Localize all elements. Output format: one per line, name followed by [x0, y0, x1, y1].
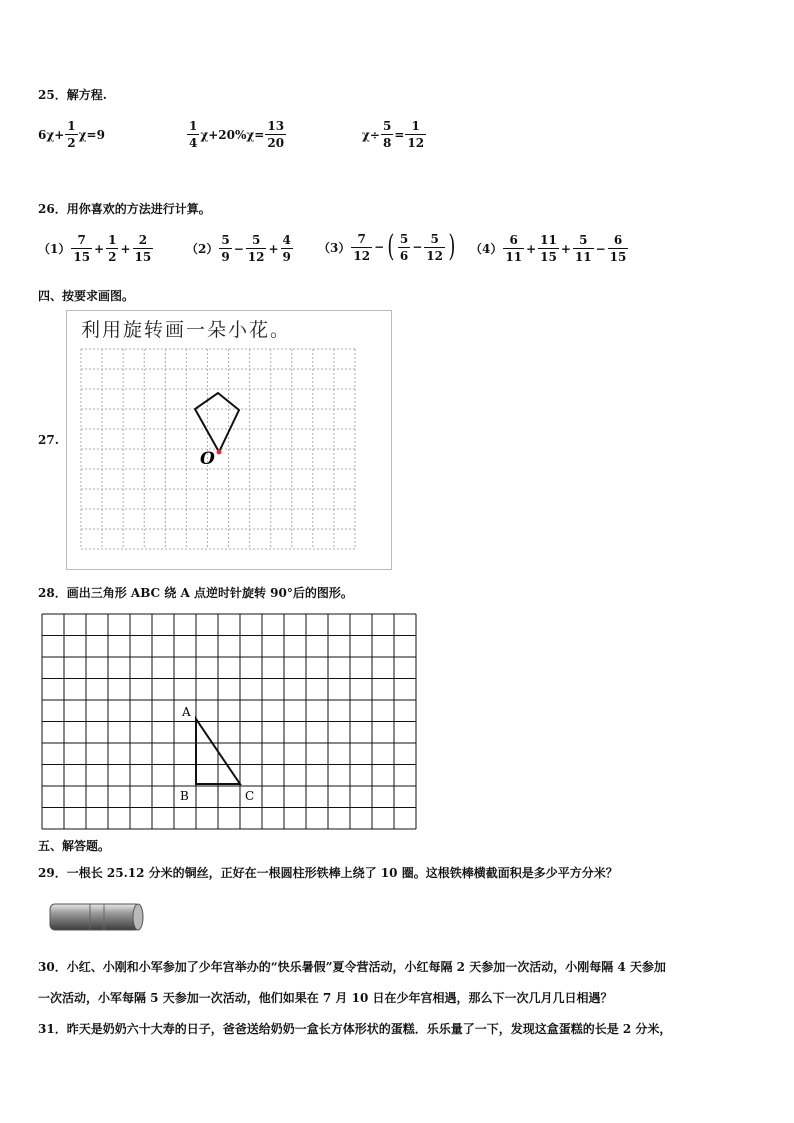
section-5-heading: 五、解答题。	[38, 839, 111, 853]
label-a: A	[182, 705, 191, 719]
q26-problem-3: （3） $\frac{7}{12}$ − ( $\frac{5}{6}$ − $\frac{5}{12}$ )	[318, 229, 456, 264]
q26-problem-1: （1） $\frac{7}{15}$ + $\frac{1}{2}$ + $\frac{2}{15}$	[38, 233, 152, 264]
q25-equation-1: 6χ+ $\frac{1}{2}$ χ=9	[38, 119, 105, 150]
label-b: B	[180, 789, 189, 803]
iron-rod-image	[44, 898, 148, 940]
q30-line-2: 一次活动，小军每隔 5 天参加一次活动，他们如果在 7 月 10 日在少年宫相遇，那么下一次几月几日相遇？	[38, 991, 613, 1005]
q27-figure	[66, 310, 392, 570]
q30-line-1: 30．小红、小刚和小军参加了少年宫举办的“快乐暑假”夏令营活动，小红每隔 2 天参加一次活动，小刚每隔 4 天参加	[38, 960, 666, 974]
point-o-label: O	[200, 449, 215, 469]
label-c: C	[245, 789, 255, 803]
q29-text: 29．一根长 25.12 分米的铜丝，正好在一根圆柱形铁棒上绕了 10 圈。这根铁棒横截面积是多少平方分米？	[38, 866, 618, 880]
q27-caption: 利用旋转画一朵小花。	[81, 319, 292, 341]
q31-text: 31．昨天是奶奶六十大寿的日子，爸爸送给奶奶一盒长方体形状的蛋糕．乐乐量了一下，发现这盒蛋糕的长是 2 分米，	[38, 1022, 672, 1036]
q25-title: 25．解方程.	[38, 88, 107, 102]
q27-number: 27.	[38, 433, 59, 447]
q28-grid-figure	[40, 612, 420, 832]
q28-title: 28．画出三角形 ABC 绕 A 点逆时针旋转 90°后的图形。	[38, 586, 353, 600]
kite-petal	[195, 393, 239, 452]
q26-title: 26．用你喜欢的方法进行计算。	[38, 202, 211, 216]
q27-grid-svg	[67, 311, 391, 569]
rotation-center-dot	[217, 450, 222, 455]
q26-problem-2: （2） $\frac{5}{9}$ − $\frac{5}{12}$ + $\frac{4}{9}$	[186, 233, 291, 264]
section-4-heading: 四、按要求画图。	[38, 289, 135, 303]
q25-equation-2: $\frac{1}{4}$ χ+20%χ= $\frac{13}{20}$	[189, 119, 285, 150]
q25-equation-3: χ÷ $\frac{5}{8}$ = $\frac{1}{12}$	[362, 119, 425, 150]
q26-problem-4: （4） $\frac{6}{11}$ + $\frac{11}{15}$ + $\frac{5}{11}$ − $\frac{6}{15}$	[470, 233, 627, 264]
